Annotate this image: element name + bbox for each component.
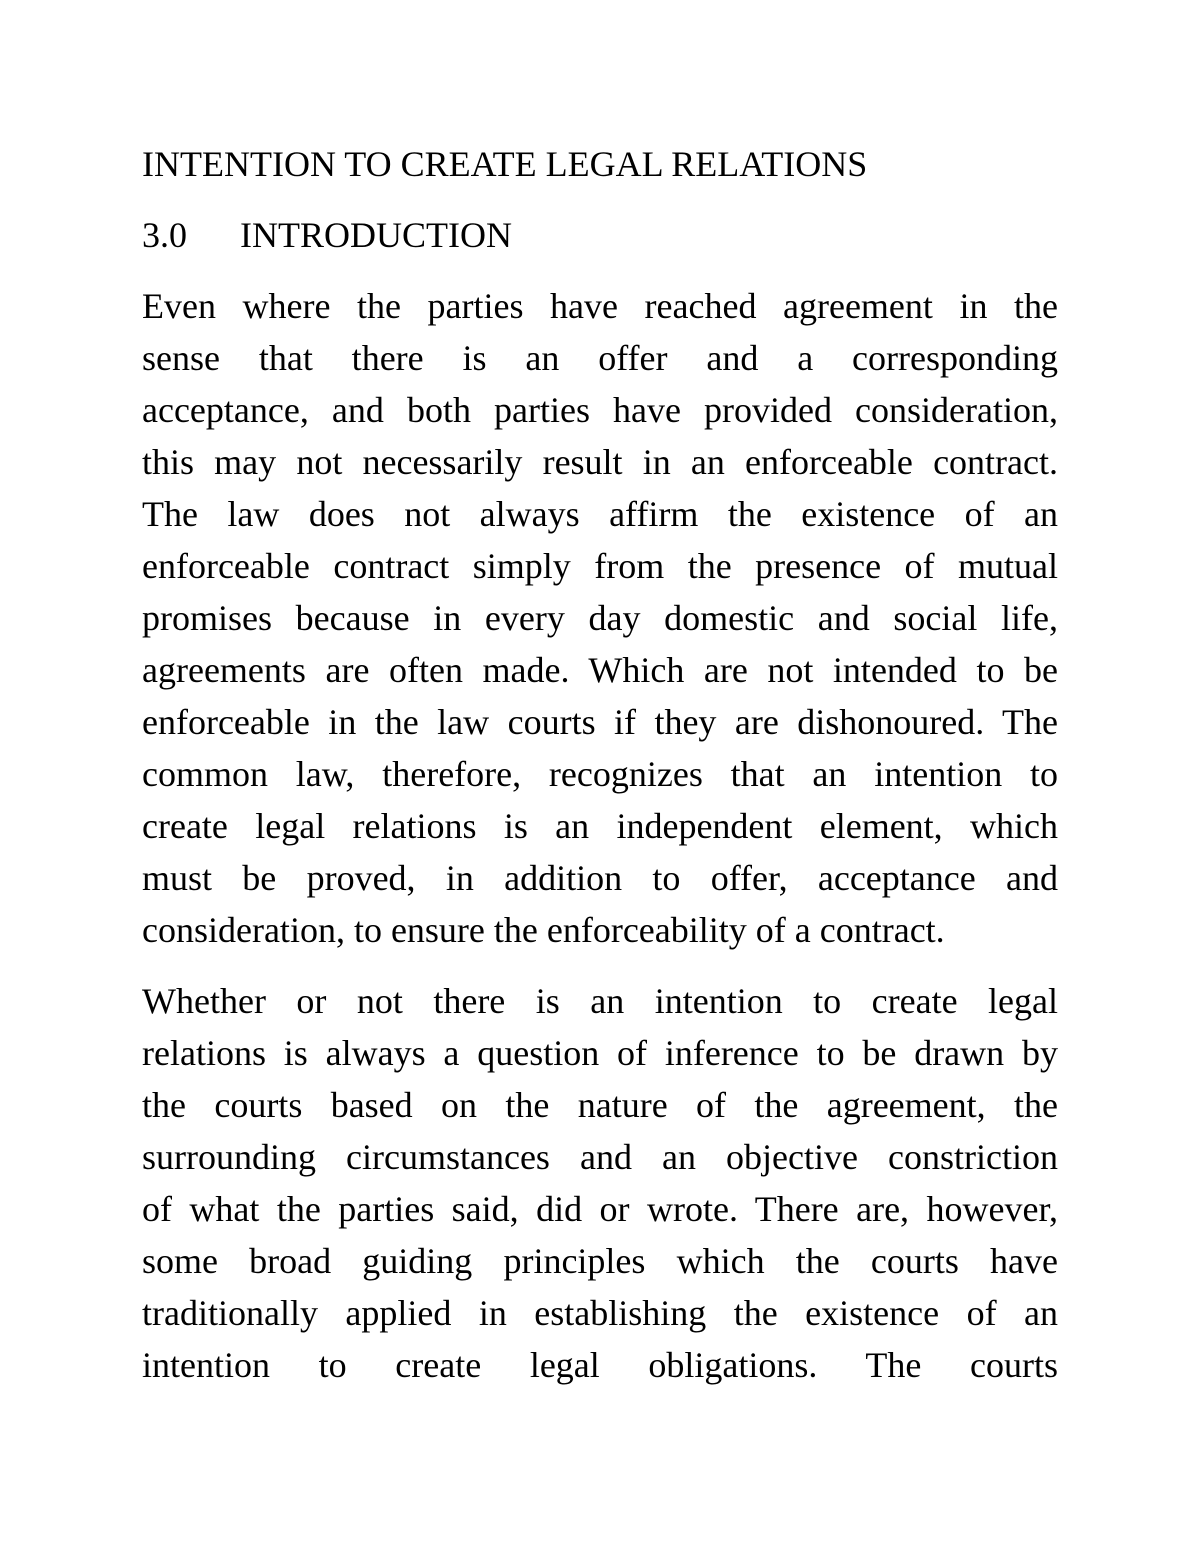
document-title: INTENTION TO CREATE LEGAL RELATIONS — [142, 144, 868, 184]
section-heading — [142, 209, 1058, 261]
paragraph-line: the courts based on the nature of the agreement, the — [142, 1085, 1058, 1125]
paragraph-line: of what the parties said, did or wrote. There are, however, — [142, 1189, 1058, 1229]
paragraph-line: enforceable in the law courts if they are dishonoured. The — [142, 702, 1058, 742]
paragraph-1 — [142, 280, 1058, 956]
paragraph-line: this may not necessarily result in an enforceable contract. — [142, 442, 1058, 482]
paragraph-line: Whether or not there is an intention to create legal — [142, 981, 1058, 1021]
paragraph-line: Even where the parties have reached agreement in the — [142, 286, 1058, 326]
paragraph-line: consideration, to ensure the enforceability of a contract. — [142, 910, 945, 950]
paragraph-line: common law, therefore, recognizes that an intention to — [142, 754, 1058, 794]
paragraph-line: relations is always a question of inference to be drawn by — [142, 1033, 1058, 1073]
paragraph-line: create legal relations is an independent element, which — [142, 806, 1058, 846]
document-page — [142, 138, 1058, 1391]
paragraph-2 — [142, 975, 1058, 1391]
section-title: INTRODUCTION — [240, 215, 512, 255]
paragraph-line: acceptance, and both parties have provided consideration, — [142, 390, 1058, 430]
paragraph-line: intention to create legal obligations. The courts — [142, 1345, 1058, 1385]
paragraph-line: The law does not always affirm the existence of an — [142, 494, 1058, 534]
paragraph-line: sense that there is an offer and a corresponding — [142, 338, 1058, 378]
paragraph-line: promises because in every day domestic and social life, — [142, 598, 1058, 638]
paragraph-line: surrounding circumstances and an objective constriction — [142, 1137, 1058, 1177]
paragraph-line: agreements are often made. Which are not intended to be — [142, 650, 1058, 690]
paragraph-line: must be proved, in addition to offer, acceptance and — [142, 858, 1058, 898]
section-number: 3.0 — [142, 215, 187, 255]
paragraph-line: traditionally applied in establishing the existence of an — [142, 1293, 1058, 1333]
paragraph-line: some broad guiding principles which the courts have — [142, 1241, 1058, 1281]
paragraph-line: enforceable contract simply from the presence of mutual — [142, 546, 1058, 586]
